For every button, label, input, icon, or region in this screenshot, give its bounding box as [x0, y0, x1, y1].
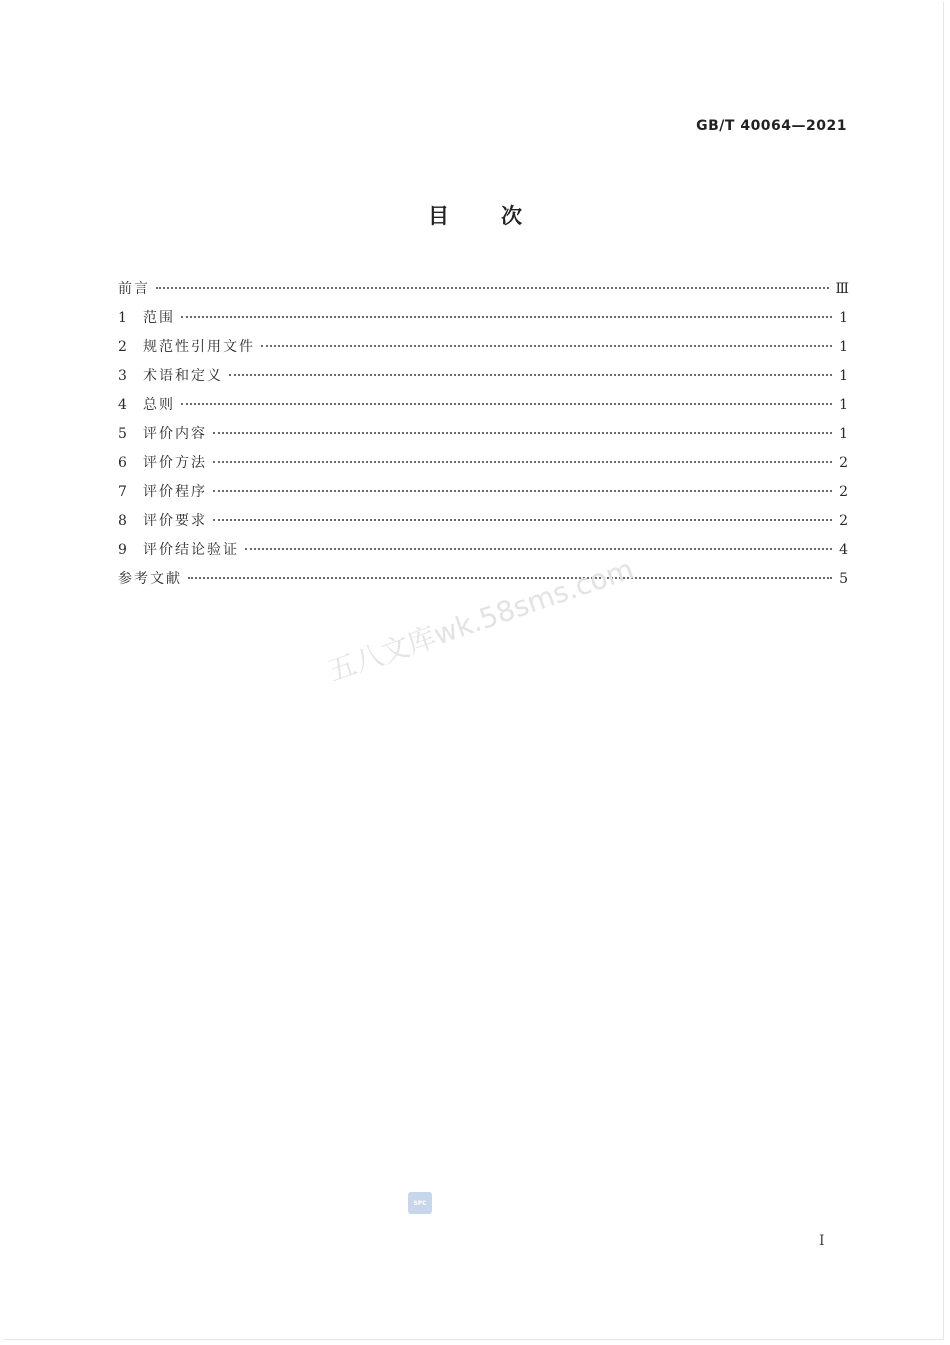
table-of-contents [118, 278, 848, 597]
toc-entry-6[interactable] [118, 452, 848, 481]
watermark-text: 五八文库wk.58sms.com [323, 552, 638, 688]
toc-entry-4[interactable] [118, 394, 848, 423]
toc-entry-number: 8 [118, 513, 127, 529]
toc-entry-page: 1 [839, 426, 848, 442]
page-title [0, 200, 950, 230]
toc-leader-dots [188, 577, 832, 579]
toc-leader-dots [261, 345, 832, 347]
toc-entry-label: 评价内容 [143, 426, 207, 442]
toc-entry-label: 参考文献 [118, 571, 182, 587]
publisher-logo-icon [408, 1192, 432, 1214]
toc-entry-number: 2 [118, 339, 127, 355]
toc-leader-dots [213, 490, 832, 492]
toc-leader-dots [229, 374, 832, 376]
toc-entry-bibliography[interactable] [118, 568, 848, 597]
toc-entry-page: 4 [839, 542, 848, 558]
toc-entry-2[interactable] [118, 336, 848, 365]
toc-entry-foreword[interactable] [118, 278, 848, 307]
page-title-char-1: 目 [428, 204, 449, 228]
toc-entry-label: 范围 [143, 310, 175, 326]
toc-entry-label: 评价结论验证 [143, 542, 239, 558]
toc-entry-number: 1 [118, 310, 127, 326]
toc-entry-page: 5 [839, 571, 848, 587]
toc-entry-8[interactable] [118, 510, 848, 539]
toc-entry-7[interactable] [118, 481, 848, 510]
toc-entry-label: 评价要求 [143, 513, 207, 529]
toc-entry-number: 3 [118, 368, 127, 384]
toc-leader-dots [213, 519, 832, 521]
toc-entry-1[interactable] [118, 307, 848, 336]
toc-entry-label: 总则 [143, 397, 175, 413]
toc-entry-page: 2 [839, 484, 848, 500]
toc-entry-page: 1 [839, 339, 848, 355]
toc-entry-label: 评价方法 [143, 455, 207, 471]
standard-code: GB/T 40064—2021 [696, 118, 847, 134]
toc-entry-page: 2 [839, 455, 848, 471]
toc-entry-number: 4 [118, 397, 127, 413]
toc-entry-label: 评价程序 [143, 484, 207, 500]
toc-entry-number: 6 [118, 455, 127, 471]
toc-leader-dots [245, 548, 832, 550]
toc-entry-label: 术语和定义 [143, 368, 223, 384]
toc-entry-page: 1 [839, 310, 848, 326]
toc-entry-3[interactable] [118, 365, 848, 394]
toc-entry-page: 1 [839, 397, 848, 413]
toc-entry-5[interactable] [118, 423, 848, 452]
toc-entry-number: 9 [118, 542, 127, 558]
toc-entry-page: 2 [839, 513, 848, 529]
toc-entry-page: Ⅲ [835, 281, 848, 297]
toc-entry-label: 前言 [118, 281, 150, 297]
toc-entry-9[interactable] [118, 539, 848, 568]
toc-leader-dots [181, 316, 832, 318]
toc-entry-number: 7 [118, 484, 127, 500]
publisher-logo-text: SPC [413, 1199, 427, 1207]
toc-entry-page: 1 [839, 368, 848, 384]
toc-entry-number: 5 [118, 426, 127, 442]
toc-leader-dots [156, 287, 829, 289]
toc-leader-dots [213, 432, 832, 434]
page-number: Ⅰ [819, 1233, 825, 1249]
toc-leader-dots [213, 461, 832, 463]
page-title-char-2: 次 [501, 204, 522, 228]
toc-entry-label: 规范性引用文件 [143, 339, 255, 355]
toc-leader-dots [181, 403, 832, 405]
